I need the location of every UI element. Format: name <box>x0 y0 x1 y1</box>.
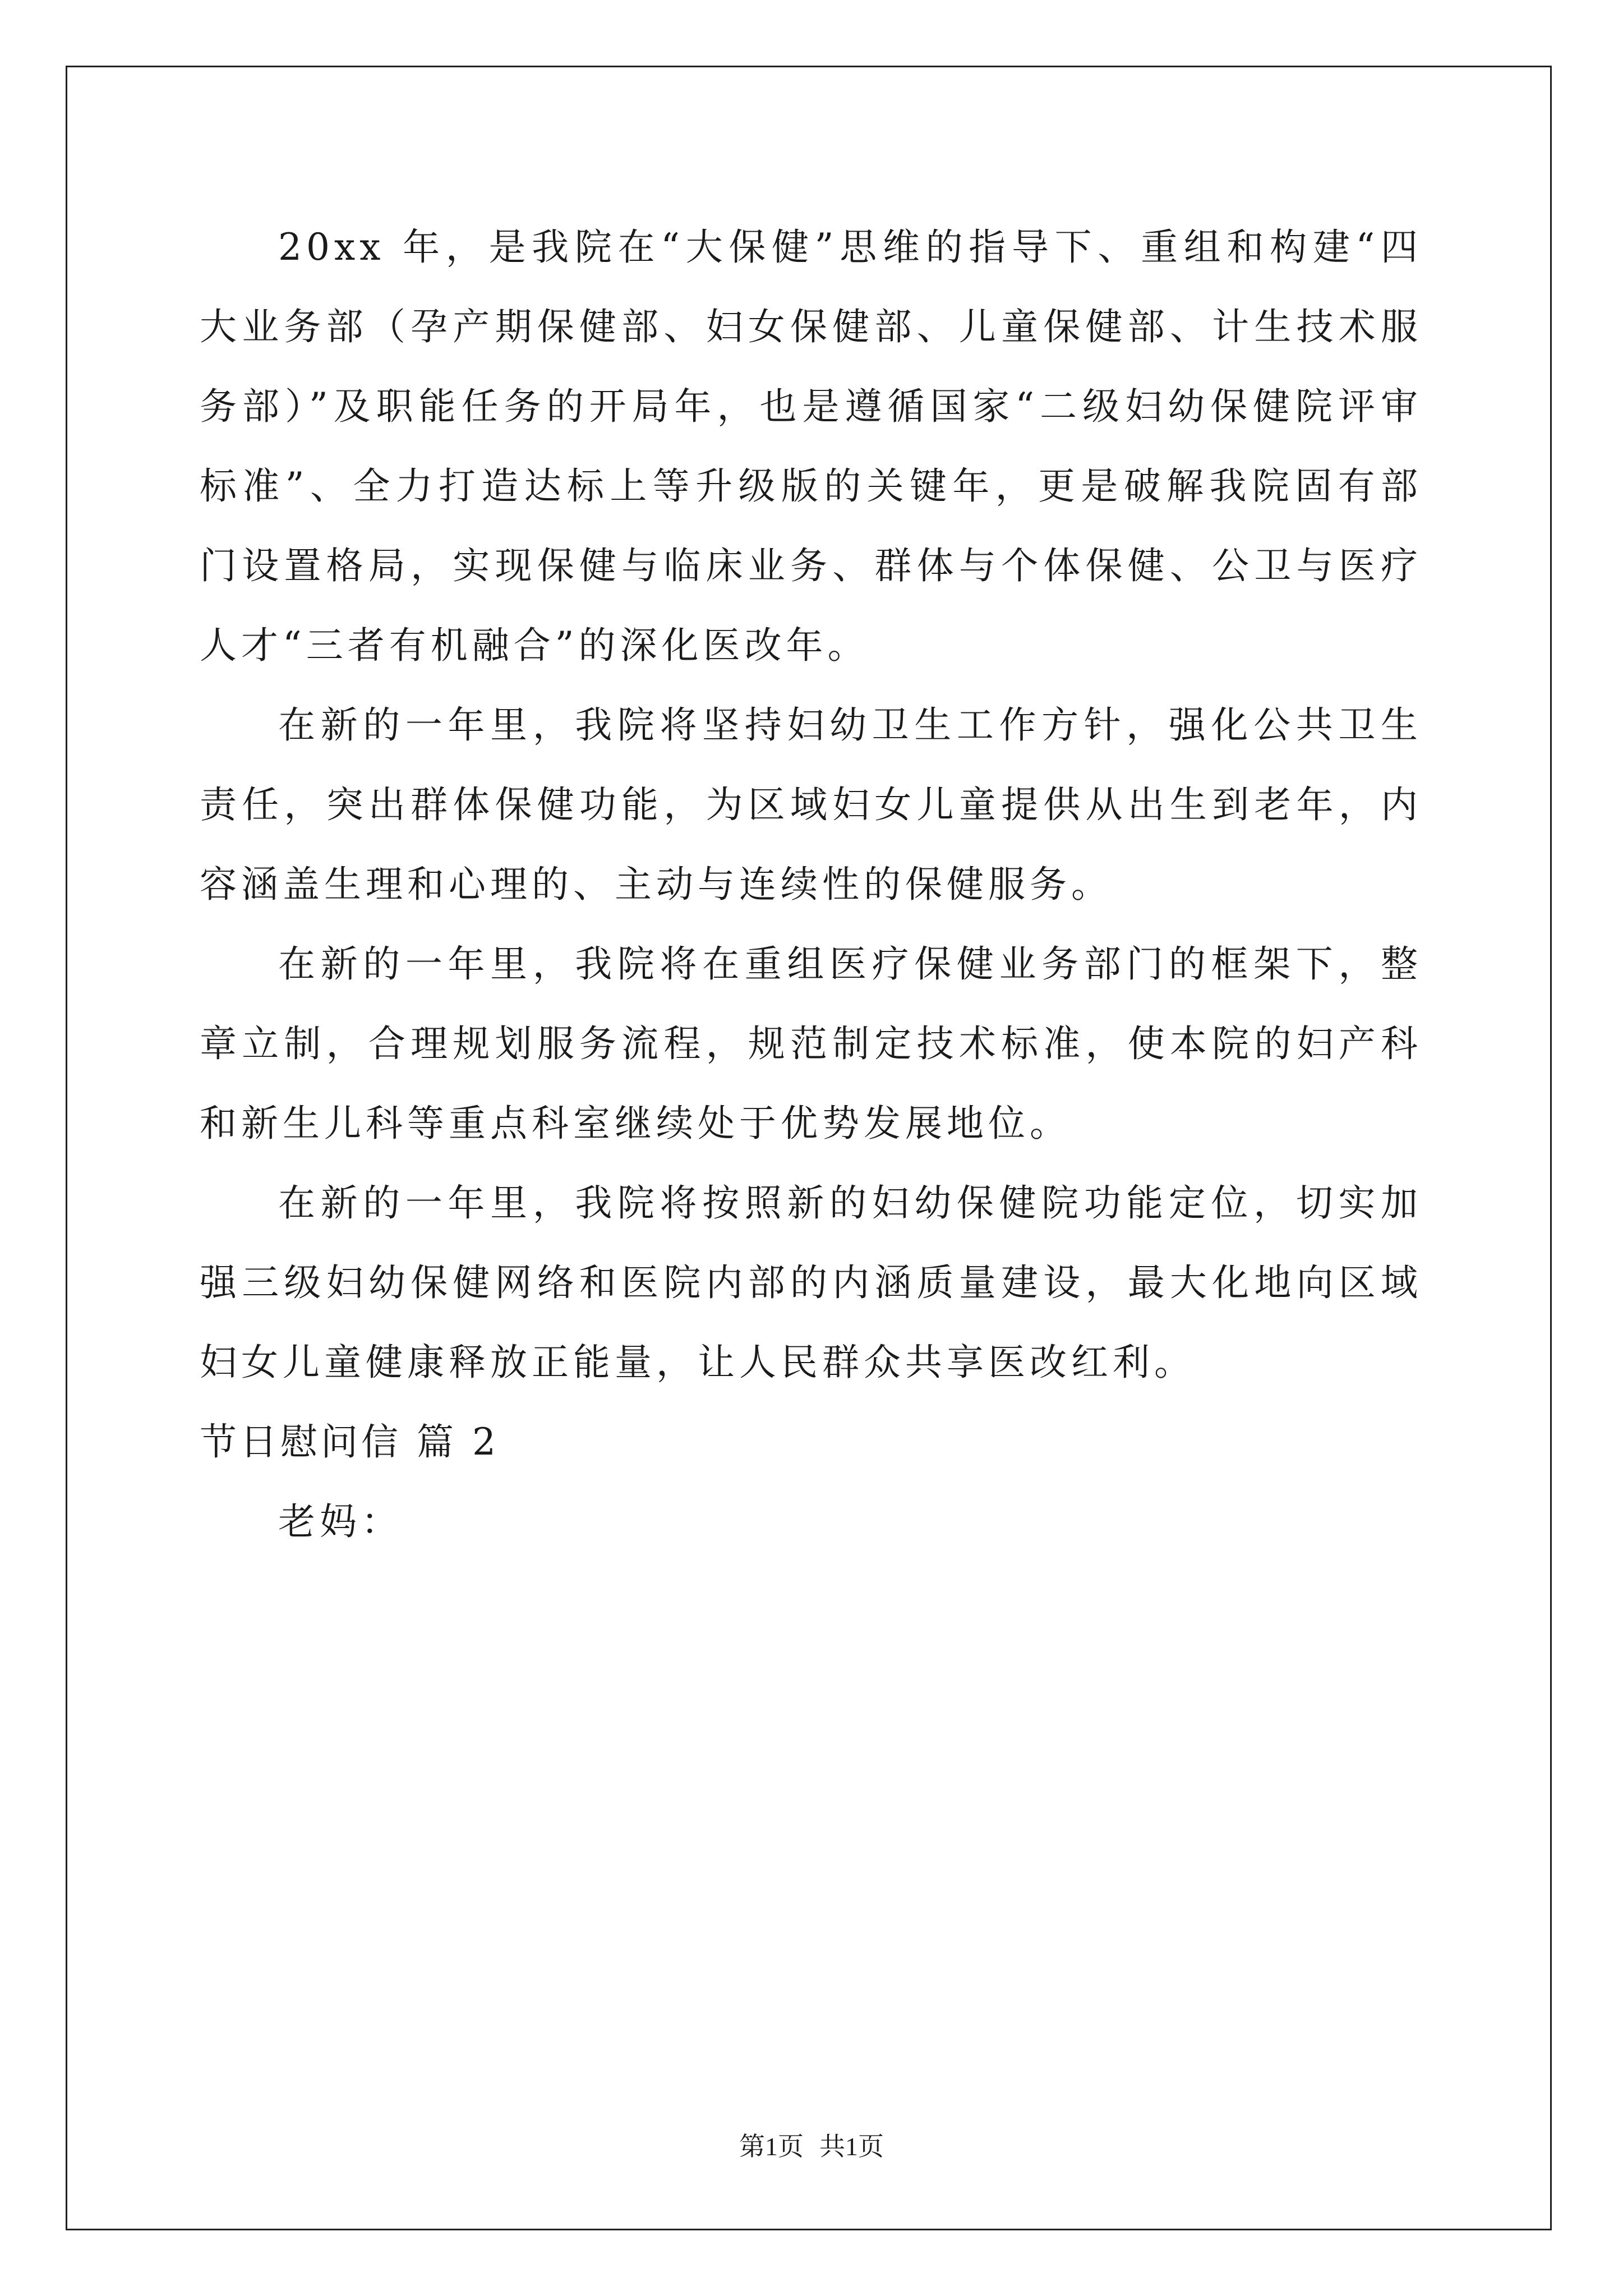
paragraph-4: 在新的一年里，我院将按照新的妇幼保健院功能定位，切实加强三级妇幼保健网络和医院内部的内涵质量建设，最大化地向区域妇女儿童健康释放正能量，让人民群众共享医改红利。 <box>200 1181 1422 1384</box>
document-body <box>200 208 1422 1562</box>
section-heading: 节日慰问信 篇 2 <box>200 1420 499 1464</box>
page-total: 共1页 <box>819 2132 884 2161</box>
paragraph-2: 在新的一年里，我院将坚持妇幼卫生工作方针，强化公共卫生责任，突出群体保健功能，为区域妇女儿童提供从出生到老年，内容涵盖生理和心理的、主动与连续性的保健服务。 <box>200 703 1422 906</box>
page-footer <box>0 2126 1623 2163</box>
paragraph-1: 20xx 年，是我院在“大保健”思维的指导下、重组和构建“四大业务部（孕产期保健部、妇女保健部、儿童保健部、计生技术服务部）”及职能任务的开局年，也是遵循国家“二级妇幼保健院评审标准”、全力打造达标上等升级版的关键年，更是破解我院固有部门设置格局，实现保健与临床业务、群体与个体保健、公卫与医疗人才“三者有机融合”的深化医改年。 <box>200 226 1422 667</box>
page-number: 第1页 <box>739 2132 804 2161</box>
paragraph-3: 在新的一年里，我院将在重组医疗保健业务部门的框架下，整章立制，合理规划服务流程，规范制定技术标准，使本院的妇产科和新生儿科等重点科室继续处于优势发展地位。 <box>200 942 1422 1145</box>
salutation: 老妈： <box>278 1500 403 1543</box>
